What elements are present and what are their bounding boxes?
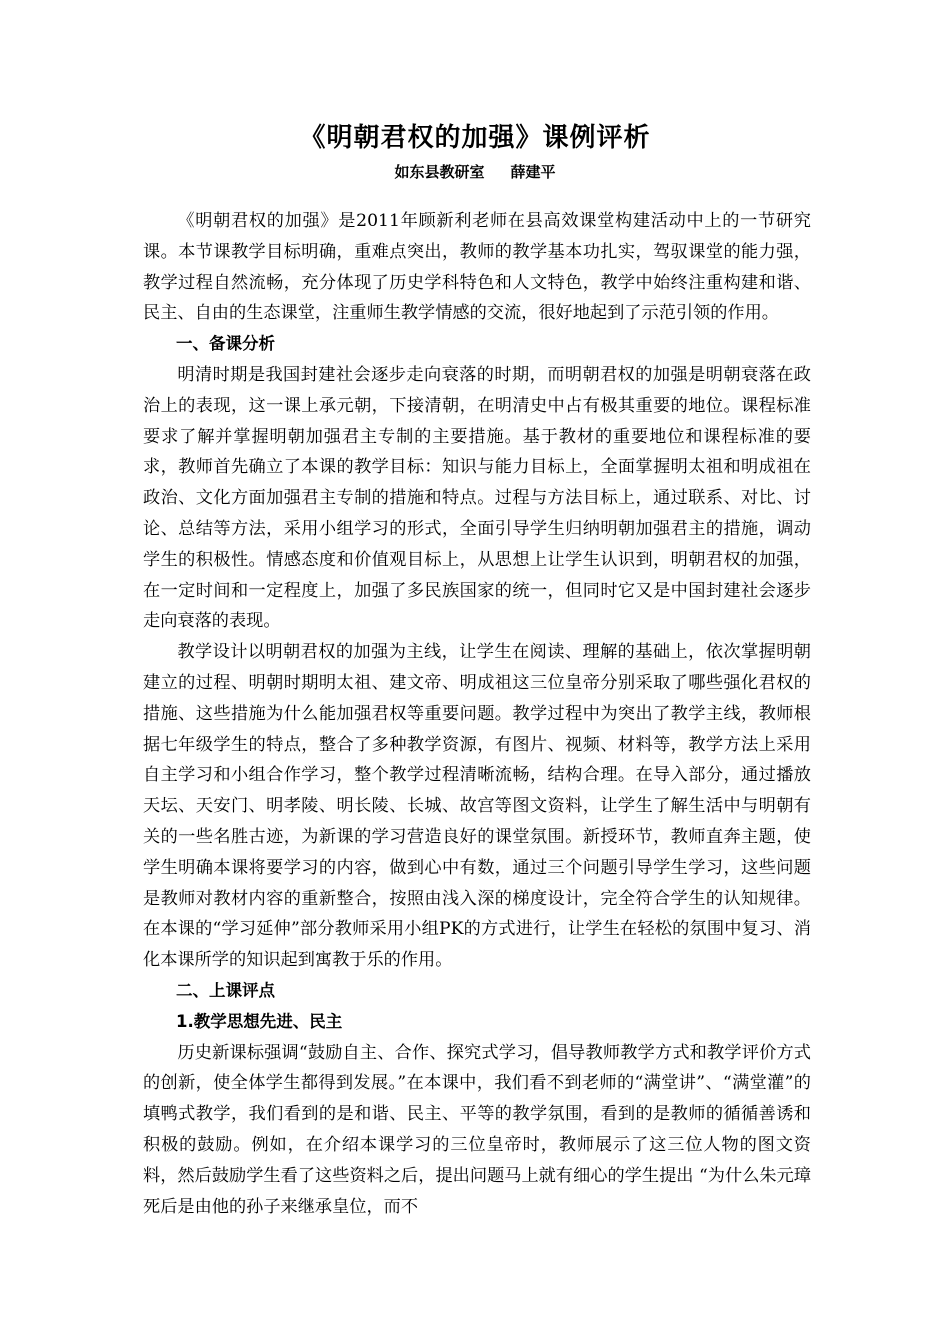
section-heading-review: 二、上课评点 xyxy=(176,980,275,1000)
byline xyxy=(0,160,950,184)
prep-paragraph-2: 教学设计以明朝君权的加强为主线，让学生在阅读、理解的基础上，依次掌握明朝建立的过程、明朝时期明太祖、建文帝、明成祖这三位皇帝分别采取了哪些强化君权的措施、这些措施为什么能加强君权等重要问题。教学过程中为突出了教学主线，教师根据七年级学生的特点，整合了多种教学资源，有图片、视频、材料等，教学方法上采用自主学习和小组合作学习，整个教学过程清晰流畅，结构合理。在导入部分，通过播放天坛、天安门、明孝陵、明长陵、长城、故宫等图文资料，让学生了解生活中与明朝有关的一些名胜古迹，为新课的学习营造良好的课堂氛围。新授环节，教师直奔主题，使学生明确本课将要学习的内容，做到心中有数，通过三个问题引导学生学习，这些问题是教师对教材内容的重新整合，按照由浅入深的梯度设计，完全符合学生的认知规律。在本课的“学习延伸”部分教师采用小组PK的方式进行，让学生在轻松的氛围中复习、消化本课所学的知识起到寓教于乐的作用。 xyxy=(143,642,811,971)
section-heading-prep: 一、备课分析 xyxy=(176,334,275,354)
byline-author: 薛建平 xyxy=(510,163,556,181)
document-body xyxy=(143,206,811,1222)
subsection-heading-1: 1.教学思想先进、民主 xyxy=(176,1011,343,1031)
review-paragraph-1: 历史新课标强调“鼓励自主、合作、探究式学习，倡导教师教学方式和教学评价方式的创新，使全体学生都得到发展。”在本课中，我们看不到老师的“满堂讲”、“满堂灌”的填鸭式教学，我们看到的是和谐、民主、平等的教学氛围，看到的是教师的循循善诱和积极的鼓励。例如，在介绍本课学习的三位皇帝时，教师展示了这三位人物的图文资料，然后鼓励学生看了这些资料之后，提出问题马上就有细心的学生提出 “为什么朱元璋死后是由他的孙子来继承皇位，而不 xyxy=(143,1042,811,1217)
intro-paragraph: 《明朝君权的加强》是2011年顾新利老师在县高效课堂构建活动中上的一节研究课。本节课教学目标明确，重难点突出，教师的教学基本功扎实，驾驭课堂的能力强，教学过程自然流畅，充分体现了历史学科特色和人文特色，教学中始终注重构建和谐、民主、自由的生态课堂，注重师生教学情感的交流，很好地起到了示范引领的作用。 xyxy=(143,211,811,324)
byline-org: 如东县教研室 xyxy=(394,163,485,181)
document-title: 《明朝君权的加强》课例评析 xyxy=(299,123,651,153)
prep-paragraph-1: 明清时期是我国封建社会逐步走向衰落的时期，而明朝君权的加强是明朝衰落在政治上的表现，这一课上承元朝，下接清朝，在明清史中占有极其重要的地位。课程标准要求了解并掌握明朝加强君主专制的主要措施。基于教材的重要地位和课程标准的要求，教师首先确立了本课的教学目标：知识与能力目标上，全面掌握明太祖和明成祖在政治、文化方面加强君主专制的措施和特点。过程与方法目标上，通过联系、对比、讨论、总结等方法，采用小组学习的形式，全面引导学生归纳明朝加强君主的措施，调动学生的积极性。情感态度和价值观目标上，从思想上让学生认识到，明朝君权的加强，在一定时间和一定程度上，加强了多民族国家的统一，但同时它又是中国封建社会逐步走向衰落的表现。 xyxy=(143,364,811,632)
